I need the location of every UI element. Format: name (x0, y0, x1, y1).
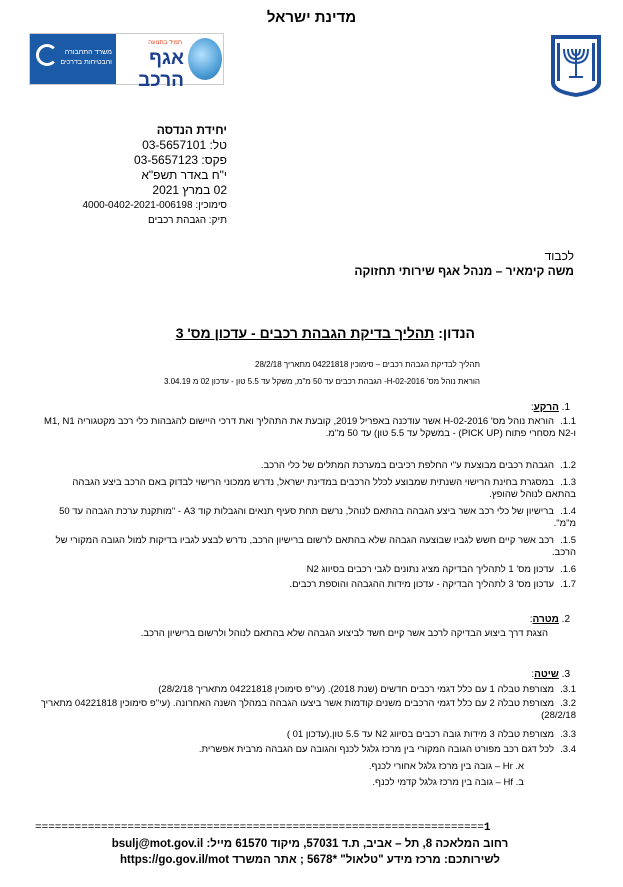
reference-line-2: הוראת נוהל מס' H-02-2016- הגבהת רכבים עד 50 מ"מ, משקל עד 5.5 טון - עדכון 02 מ 3.04.19 (163, 377, 480, 386)
list-item (40, 477, 576, 501)
item-text: לכל דגם רכב מפורט הגובה המקורי בין מרכז גלגל לכנף והגובה עם הגבהה מרבית אפשרית. (198, 744, 554, 755)
state-name: מדינת ישראל (266, 9, 357, 26)
section-3-heading: 3. שיטה: (531, 669, 570, 680)
item-text: מצורפת טבלה 3 מידות גובה רכבים בסיווג N2 עד 5.5 טון.(עדכון 01 ) (286, 729, 554, 740)
section-1-heading: 1. הרקע: (530, 402, 570, 413)
date-hebrew: י"ח באדר תשפ"א (141, 168, 227, 182)
recipient-block (200, 249, 574, 279)
subject-label: הנדון: (438, 325, 475, 341)
item-number: 1.5. (560, 535, 576, 546)
list-item (40, 684, 576, 696)
file-name: תיק: הגבהת רכבים (148, 215, 227, 226)
sender-phone: טל: 03-5657101 (142, 138, 227, 152)
subject-line (100, 325, 475, 341)
sub-item-number: א. (515, 761, 524, 772)
sender-fax: פקס: 03-5657123 (134, 153, 227, 167)
item-text: במסגרת בחינת הרישוי השנתית שמבוצע לכלל הרכבים במדינת ישראל, נדרש ממכוני הרישוי לבדוק באם הרכב ביצע הגבהה בהתאם לנוהל שהופץ. (72, 477, 576, 500)
item-number: 1.3. (560, 477, 576, 488)
reference-number: סימוכין: 4000-0402-2021-006198 (82, 200, 227, 211)
section-title: הרקע (533, 402, 559, 413)
section-number: 3. (561, 669, 570, 680)
reference-line-1: תהליך לבדיקת הגבהת רכבים – סימוכין 04221818 מתאריך 28/2/18 (255, 360, 480, 369)
item-text: עדכון מס' 1 לתהליך הבדיקה מציג נתונים לגבי רכבים בסיווג N2 (306, 564, 554, 575)
item-text: הוראת נוהל מס' H-02-2016 אשר עודכנה באפריל 2019, קובעת את התהליך ואת דרכי היישום להגבהות כלי רכב מקטגוריה M1, N1 ו-N2 מסחרי פתוח (PICK UP) - במשקל עד 5.5 טון) עד 50 מ"מ. (44, 416, 576, 439)
list-item (40, 744, 576, 756)
sub-item-text: Hf – גובה בין מרכז גלגל קדמי לכנף. (372, 777, 514, 788)
item-number: 1.2. (560, 460, 576, 471)
footer-separator (35, 822, 595, 834)
sub-item (300, 777, 524, 789)
page-number: 1 (483, 822, 491, 834)
recipient-to: לכבוד (544, 249, 574, 263)
sender-unit: יחידת הנדסה (156, 123, 227, 137)
item-number: 1.7. (560, 579, 576, 590)
item-text: עדכון מס' 3 לתהליך הבדיקה - עדכון מידות ההגבהה והוספת רכבים. (289, 579, 554, 590)
list-item (40, 698, 576, 722)
ministry-name-line2: והבטיחות בדרכים (60, 59, 112, 66)
ministry-logo-blue-panel (30, 34, 116, 84)
list-item (40, 535, 576, 559)
list-item (40, 506, 576, 530)
menorah-emblem-icon (547, 31, 605, 99)
section-2-heading: 2. מטרה: (529, 614, 570, 625)
item-number: 1.6. (560, 564, 576, 575)
item-text: הגבהת רכבים מבוצעת ע"י החלפת רכיבים במערכת המתלים של כלי הרכב. (260, 460, 554, 471)
sub-item-number: ב. (515, 777, 524, 788)
sub-item-text: Hr – גובה בין מרכז גלגל אחורי לכנף. (368, 761, 513, 772)
item-number: 1.4. (560, 506, 576, 517)
item-text: מצורפת טבלה 2 עם כלל דגמי הרכבים משנים קודמות אשר ביצעו הגבהה במהלך השנה האחרונה. (עי"פ סימוכין 04221818 מתאריך 28/2/18) (40, 698, 576, 721)
item-number: 1.1. (560, 416, 576, 427)
footer-service: לשירותכם: מרכז מידע "טלאול" *5678 ; אתר המשרד https://go.gov.il/mot (120, 854, 500, 866)
item-number: 3.1. (560, 684, 576, 695)
footer-address: רחוב המלאכה 8, תל – אביב, ת.ד 57031, מיקוד 61570 מייל: bsulj@mot.gov.il (111, 838, 509, 850)
item-text: מצורפת טבלה 1 עם כלל דגמי רכבים חדשים (שנת 2018). (עי"פ סימוכין 04221818 מתאריך 28/2/18) (158, 684, 554, 695)
item-number: 3.4. (560, 744, 576, 755)
section-title: שיטה (534, 669, 559, 680)
section-number: 1. (561, 402, 570, 413)
ministry-name-line1: משרד התחבורה (64, 49, 112, 56)
list-item (40, 729, 576, 741)
item-text: רכב אשר קיים חשש לגביו שבוצעה הגבהה שלא בהתאם לרשום ברישיון הרכב, נדרש לבצע לגביו בדיקות למול הגובה המקורי של הרכב. (55, 535, 576, 558)
list-item (40, 416, 576, 440)
footer-separator-line: ==================================================================== (35, 822, 484, 834)
item-number: 3.2. (560, 698, 576, 709)
agency-name: אגף הרכב (138, 48, 184, 91)
ministry-logo (29, 33, 224, 91)
sub-item (300, 761, 524, 773)
section-title: מטרה (532, 614, 559, 625)
item-number: 3.3. (560, 729, 576, 740)
sender-block (60, 123, 227, 228)
date-gregorian: 02 במרץ 2021 (152, 183, 227, 197)
recipient-name: משה קימאיר – מנהל אגף שירותי תחזוקה (354, 264, 574, 278)
section-number: 2. (561, 614, 570, 625)
subject-text: תהליך בדיקת הגבהת רכבים - עדכון מס' 3 (175, 325, 435, 341)
section-2-body: הצגת דרך ביצוע הבדיקה לרכב אשר קיים חשד לביצוע הגבהה שלא בהתאם לנוהל ולרשום ברישיון הרכב. (140, 628, 548, 639)
item-text: ברישיון של כלי רכב אשר ביצע הגבהה בהתאם לנוהל, נרשם תחת סעיף תנאים והגבלות קוד A3 - "מותקנת ערכת הגבהה עד 50 מ"מ". (59, 506, 576, 529)
globe-icon (188, 38, 222, 80)
agency-tagline: תמיד בתנועה (148, 40, 182, 46)
list-item (40, 579, 576, 591)
list-item (40, 460, 576, 472)
list-item (40, 564, 576, 576)
